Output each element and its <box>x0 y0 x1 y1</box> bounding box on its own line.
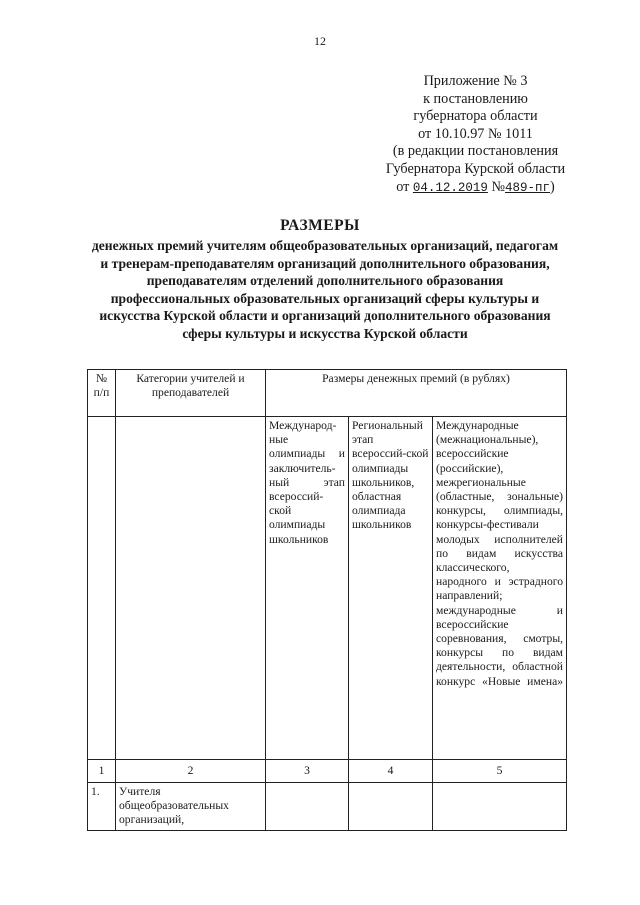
header-category: Категории учителей и преподавателей <box>116 370 266 417</box>
annex-line-6: Губернатора Курской области <box>385 160 566 177</box>
table-header-row <box>88 370 567 417</box>
subheader-category-empty <box>116 417 266 760</box>
subheader-col5: Международные (межнациональные), всероссийские (российские), межрегиональные (областные, зональные) конкурсы, олимпиады, конкурсы-фестивали молодых исполнителей по видам искусства классического, народного и эстрадного направлений; международные и всероссийские соревнования, смотры, конкурсы по видам деятельности, областной конкурс «Новые имена» <box>433 417 567 760</box>
page-number: 12 <box>314 34 326 48</box>
annex-close: ) <box>550 178 555 195</box>
numbering-cell-3: 3 <box>266 760 349 783</box>
table-numbering-row <box>88 760 567 783</box>
annex-line-5: (в редакции постановления <box>392 143 559 160</box>
annex-line-1: Приложение № 3 <box>423 73 528 89</box>
row-1-category: Учителя общеобразовательных организаций, <box>116 783 266 831</box>
row-1-num: 1. <box>88 783 116 831</box>
annex-block <box>358 73 593 197</box>
numbering-cell-5: 5 <box>433 760 567 783</box>
subheader-num-empty <box>88 417 116 760</box>
annex-number: 489-пг <box>505 180 551 195</box>
annex-line-2: к постановлению <box>423 90 528 107</box>
subheader-col3: Международ-ные олимпиады и заключитель-ный этап всероссий-ской олимпиады школьников <box>266 417 349 760</box>
subheader-col4: Региональный этап всероссий-ской олимпиады школьников, областная олимпиада школьников <box>349 417 433 760</box>
row-1-col4 <box>349 783 433 831</box>
header-amounts: Размеры денежных премий (в рублях) <box>266 370 567 417</box>
numbering-cell-1: 1 <box>88 760 116 783</box>
document-subtitle: денежных премий учителям общеобразовательных организаций, педагогам и тренерам-преподавателям организаций дополнительного образования, преподавателям отделений дополнительного образования профессиональных образовательных организаций сферы культуры и искусства Курской области и организаций дополнительного образования сферы культуры и искусства Курской области <box>91 238 559 341</box>
numbering-cell-4: 4 <box>349 760 433 783</box>
document-title: РАЗМЕРЫ <box>280 217 360 234</box>
annex-date: 04.12.2019 <box>412 180 488 195</box>
premium-table <box>87 369 567 831</box>
numbering-cell-2: 2 <box>116 760 266 783</box>
annex-line-7 <box>358 179 593 198</box>
table-row <box>88 783 567 831</box>
row-1-col5 <box>433 783 567 831</box>
annex-line-4: от 10.10.97 № 1011 <box>418 125 533 142</box>
annex-no: № <box>491 178 505 195</box>
annex-line-3: губернатора области <box>413 108 538 125</box>
table-subheader-row <box>88 417 567 760</box>
row-1-col3 <box>266 783 349 831</box>
annex-from: от <box>396 178 410 195</box>
header-num: № п/п <box>88 370 116 417</box>
